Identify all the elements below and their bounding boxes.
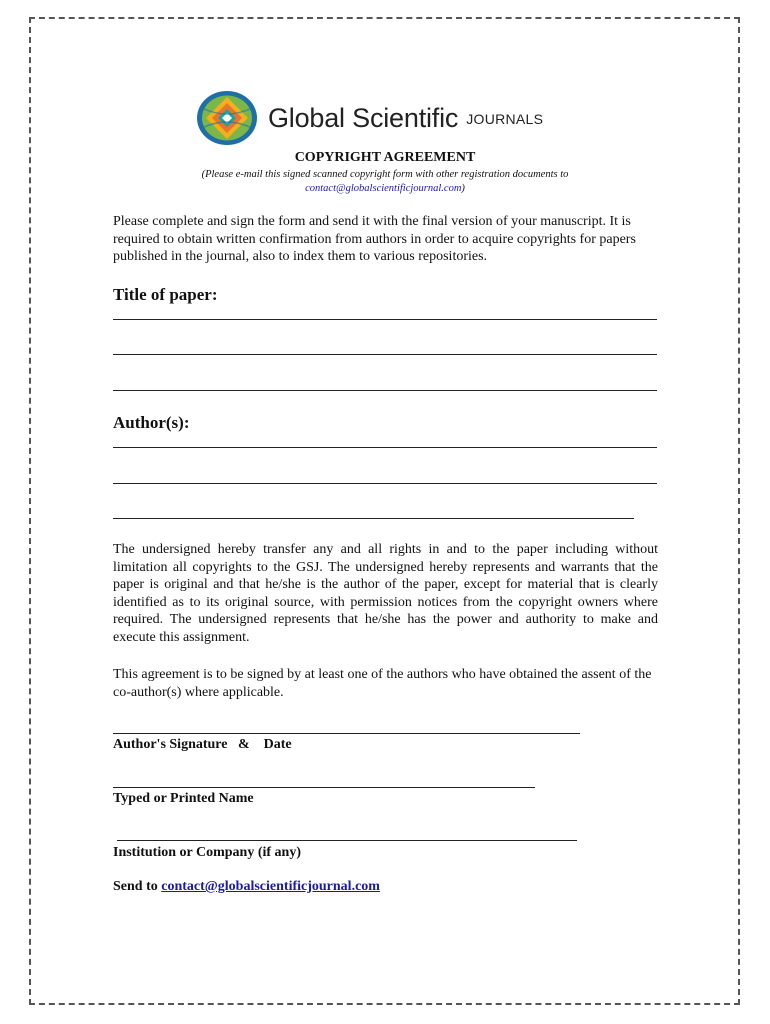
send-to-line [113, 879, 380, 895]
transfer-paragraph: The undersigned hereby transfer any and all rights in and to the paper including without limitation all copyrights to the GSJ. The undersigned hereby represents and warrants that the paper is original and that he/she is the author of the paper, except for material that is clearly identified as to its original source, with permission notices from the copyright owners where required. The undersigned represents that he/she has the power and authority to make and execute this assignment. [113, 542, 658, 645]
institution-label: Institution or Company (if any) [113, 845, 301, 860]
send-to-label: Send to [113, 879, 158, 894]
authors-label: Author(s): [113, 413, 190, 432]
printed-name-label: Typed or Printed Name [113, 791, 254, 806]
document-title: COPYRIGHT AGREEMENT [294, 150, 476, 165]
authors-line-1[interactable] [113, 447, 657, 448]
signature-line[interactable] [113, 733, 580, 734]
institution-line[interactable] [117, 840, 577, 841]
journal-logo [196, 90, 543, 146]
title-line-3[interactable] [113, 390, 657, 391]
authors-line-3[interactable] [113, 518, 634, 519]
signature-date-label: Author's Signature & Date [113, 737, 292, 752]
note-suffix: ) [461, 183, 465, 194]
logo-title: Global Scientific [268, 102, 459, 133]
globe-logo-icon [196, 90, 258, 146]
send-email-link[interactable]: contact@globalscientificjournal.com [161, 879, 380, 894]
agreement-paragraph: This agreement is to be signed by at least one of the authors who have obtained the assent of the co-author(s) where applicable. [113, 667, 652, 700]
authors-line-2[interactable] [113, 483, 657, 484]
note-email-link[interactable]: contact@globalscientificjournal.com [305, 183, 462, 194]
intro-paragraph: Please complete and sign the form and send it with the final version of your manuscript. It is required to obtain written confirmation from authors in order to acquire copyrights for papers published in the journal, also to index them to various repositories. [113, 214, 636, 264]
submission-note [0, 168, 770, 196]
logo-subtitle: JOURNALS [466, 111, 544, 127]
title-line-1[interactable] [113, 319, 657, 320]
note-prefix: (Please e-mail this signed scanned copyright form with other registration documents to [201, 169, 569, 180]
printed-name-line[interactable] [113, 787, 535, 788]
title-line-2[interactable] [113, 354, 657, 355]
title-of-paper-label: Title of paper: [113, 285, 218, 304]
